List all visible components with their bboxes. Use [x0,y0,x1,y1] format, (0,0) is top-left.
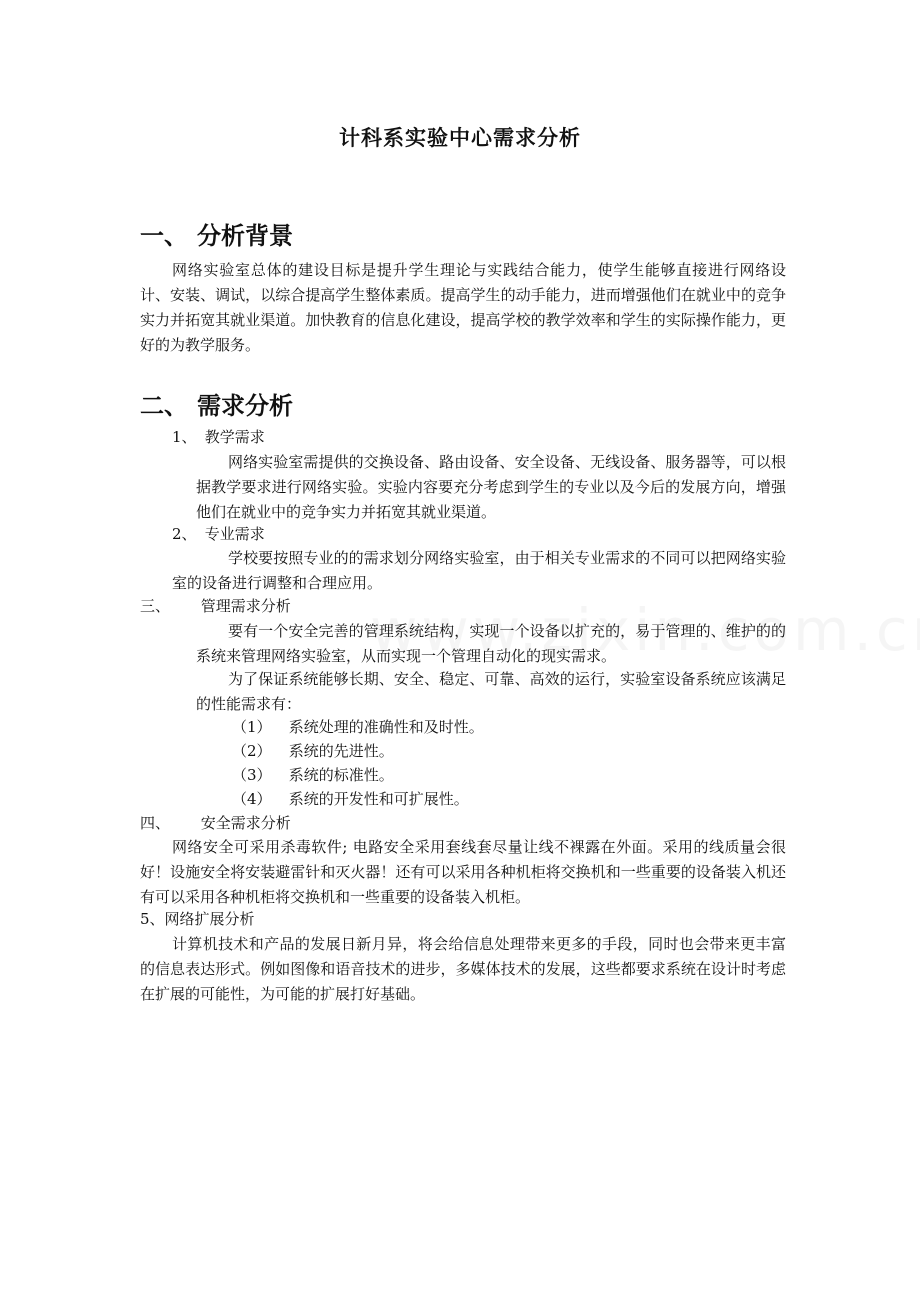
list-item [232,739,394,764]
list-item [232,763,394,788]
section-5-body: 计算机技术和产品的发展日新月异，将会给信息处理带来更多的手段，同时也会带来更丰富的信息表达形式。例如图像和语音技术的进步，多媒体技术的发展，这些都要求系统在设计时考虑在扩展的可能性，为可能的扩展打好基础。 [140,935,786,1003]
list-item-text: 系统处理的准确性和及时性。 [288,718,484,736]
section-1-title: 分析背景 [197,222,293,250]
section-1-body: 网络实验室总体的建设目标是提升学生理论与实践结合能力，使学生能够直接进行网络设计、安装、调试，以综合提高学生整体素质。提高学生的动手能力，进而增强他们在就业中的竞争实力并拓宽其就业渠道。加快教育的信息化建设，提高学校的教学效率和学生的实际操作能力，更好的为教学服务。 [140,261,786,354]
section-4-label: 安全需求分析 [200,814,291,832]
list-item-number: （1） [232,718,272,736]
subsection-1-body: 网络实验室需提供的交换设备、路由设备、安全设备、无线设备、服务器等，可以根据教学要求进行网络实验。实验内容要充分考虑到学生的专业以及今后的发展方向，增强他们在就业中的竞争实力并拓宽其就业渠道。 [196,453,786,521]
list-item-text: 系统的开发性和可扩展性。 [288,790,469,808]
list-item [232,715,484,740]
subsection-2-heading [172,522,265,547]
subsection-1-label: 教学需求 [204,428,265,446]
list-item [232,787,469,812]
section-5-heading: 5、网络扩展分析 [140,910,255,928]
list-item-text: 系统的标准性。 [288,766,394,784]
section-4-body: 网络安全可采用杀毒软件; 电路安全采用套线套尽量让线不裸露在外面。采用的线质量会很好！设施安全将安装避雷针和灭火器！还有可以采用各种机柜将交换机和一些重要的设备装入机还有可以采用各种机柜将交换机和一些重要的设备装入机柜。 [140,838,786,906]
subsection-2-number: 2、 [172,525,197,543]
list-item-number: （4） [232,790,272,808]
section-3-label: 管理需求分析 [200,597,291,615]
section-1-heading [140,216,293,251]
section-2-heading [140,386,293,421]
subsection-2-label: 专业需求 [204,525,265,543]
section-2-title: 需求分析 [197,392,293,420]
subsection-1-number: 1、 [172,428,197,446]
subsection-2-body: 学校要按照专业的的需求划分网络实验室，由于相关专业需求的不同可以把网络实验室的设备进行调整和合理应用。 [172,549,786,592]
section-1-number: 一、 [140,222,188,250]
list-item-number: （3） [232,766,272,784]
list-item-number: （2） [232,742,272,760]
section-2-number: 二、 [140,392,188,420]
list-item-text: 系统的先进性。 [288,742,394,760]
section-4-heading [140,811,291,836]
section-3-number: 三、 [140,597,171,615]
subsection-1-heading [172,425,265,450]
section-3-heading [140,594,291,619]
section-4-number: 四、 [140,814,171,832]
section-3-body-2: 为了保证系统能够长期、安全、稳定、可靠、高效的运行，实验室设备系统应该满足的性能需求有： [196,670,786,713]
page-title: 计科系实验中心需求分析 [339,126,581,150]
section-3-body-1: 要有一个安全完善的管理系统结构，实现一个设备以扩充的，易于管理的、维护的的系统来管理网络实验室，从而实现一个管理自动化的现实需求。 [196,622,786,665]
